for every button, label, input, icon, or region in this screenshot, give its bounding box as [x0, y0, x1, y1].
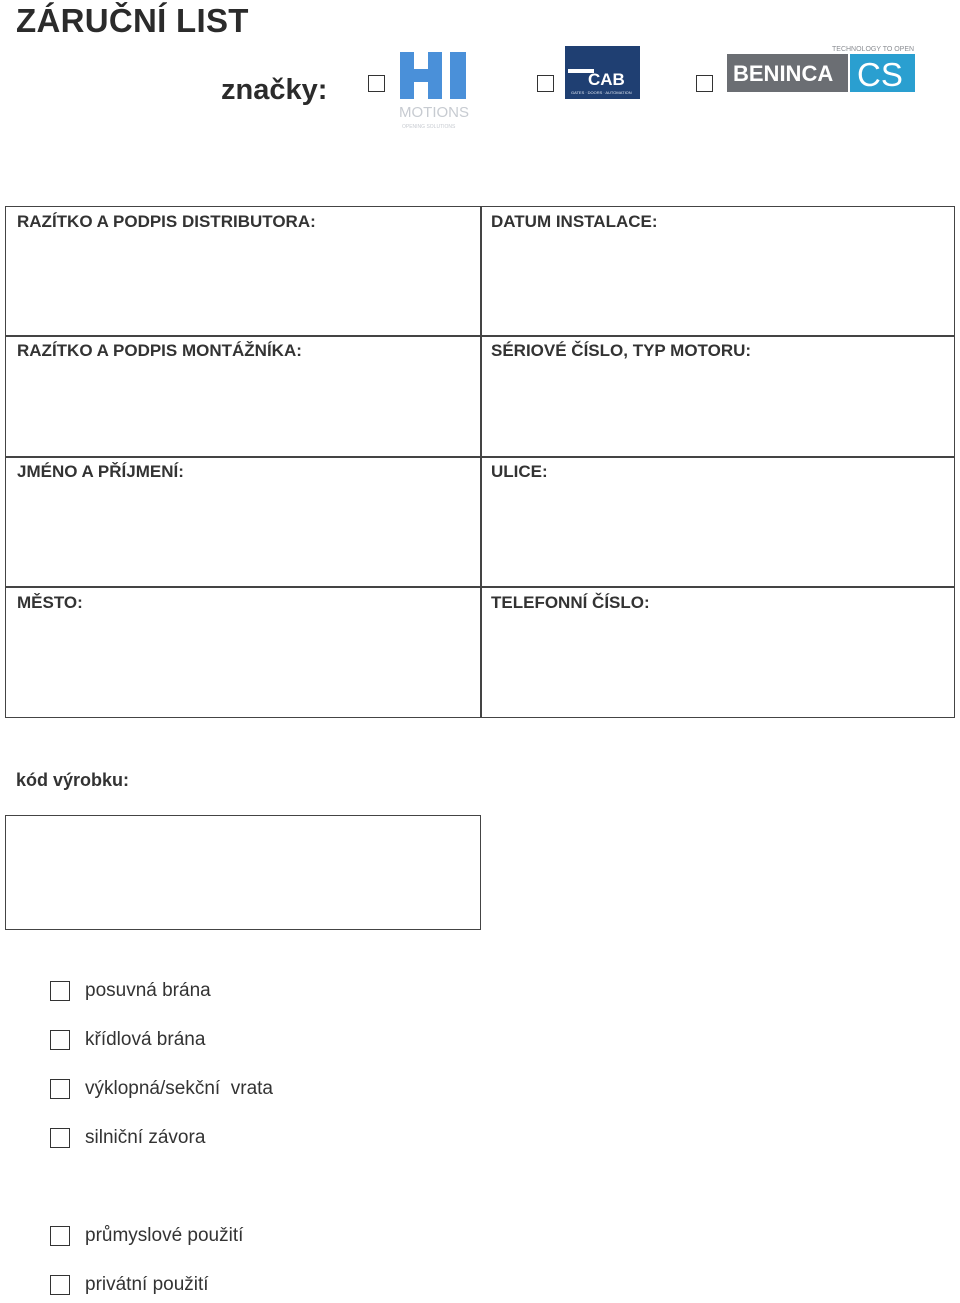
grid-divider-vertical: [480, 207, 482, 717]
city-label: MĚSTO:: [17, 593, 83, 612]
brand-cab-checkbox[interactable]: [537, 75, 554, 92]
beninca-logo-tag: TECHNOLOGY TO OPEN: [832, 46, 915, 53]
cab-logo: [565, 46, 641, 100]
serial-motor-label: SÉRIOVÉ ČÍSLO, TYP MOTORU:: [491, 341, 752, 360]
document-title: ZÁRUČNÍ LIST: [16, 2, 249, 39]
grid-divider-row-1: [6, 335, 954, 337]
beninca-logo-main: BENINCA: [733, 61, 834, 86]
installation-date-label: DATUM INSTALACE:: [491, 212, 658, 231]
distributor-stamp-label: RAZÍTKO A PODPIS DISTRIBUTORA:: [17, 212, 316, 231]
gate-type-label: silniční závora: [85, 1127, 206, 1148]
brands-label: značky:: [221, 74, 328, 106]
grid-divider-row-3: [6, 586, 954, 588]
gate-type-label: posuvná brána: [85, 980, 211, 1001]
cs-logo-text: CS: [857, 56, 903, 93]
grid-divider-row-2: [6, 456, 954, 458]
usage-type-label: privátní použití: [85, 1274, 209, 1295]
gate-type-checkbox[interactable]: [50, 1079, 70, 1099]
full-name-label: JMÉNO A PŘÍJMENÍ:: [17, 462, 184, 481]
warranty-form-grid: [5, 206, 955, 718]
phone-label: TELEFONNÍ ČÍSLO:: [491, 593, 650, 612]
brand-beninca-checkbox[interactable]: [696, 75, 713, 92]
product-code-label: kód výrobku:: [16, 770, 130, 790]
product-code-box[interactable]: [5, 815, 481, 930]
usage-type-checkbox[interactable]: [50, 1226, 70, 1246]
gate-type-label: křídlová brána: [85, 1029, 206, 1050]
usage-type-checkbox[interactable]: [50, 1275, 70, 1295]
gate-type-checkbox[interactable]: [50, 1030, 70, 1050]
beninca-cs-logo: [726, 42, 918, 96]
gate-type-checkbox[interactable]: [50, 1128, 70, 1148]
hi-motions-logo: [396, 48, 478, 134]
cab-logo-main: CAB: [588, 70, 625, 89]
street-label: ULICE:: [491, 462, 548, 481]
usage-type-label: průmyslové použití: [85, 1225, 244, 1246]
brand-hi-motions-checkbox[interactable]: [368, 75, 385, 92]
cab-logo-tag: GATES ∙ DOORS ∙ AUTOMATION: [571, 90, 632, 95]
gate-type-checkbox[interactable]: [50, 981, 70, 1001]
hi-motions-logo-tag: OPENING SOLUTIONS: [402, 124, 456, 130]
installer-stamp-label: RAZÍTKO A PODPIS MONTÁŽNÍKA:: [17, 341, 302, 360]
gate-type-label: výklopná/sekční vrata: [85, 1078, 273, 1099]
hi-motions-logo-sub: MOTIONS: [399, 104, 469, 121]
